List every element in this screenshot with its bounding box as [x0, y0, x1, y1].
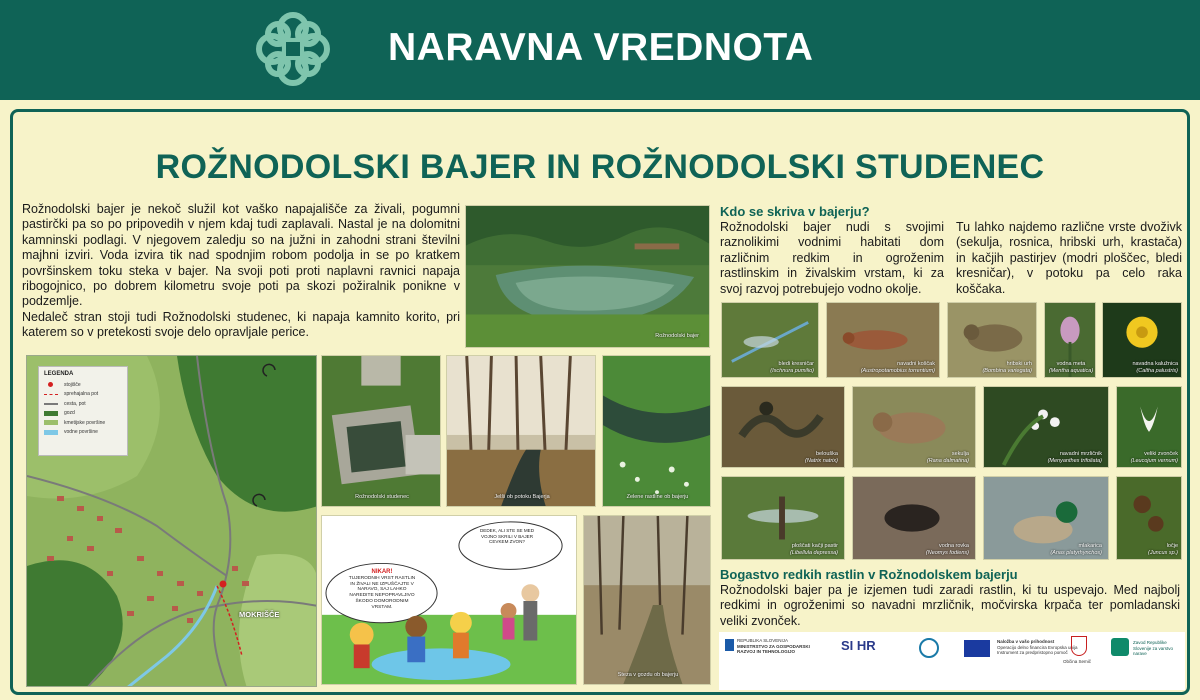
- eu-flag-icon: [964, 640, 990, 657]
- species-photo: [947, 302, 1037, 378]
- map-place-label: MOKRIŠČE: [239, 610, 280, 619]
- legend-title: LEGENDA: [44, 371, 74, 377]
- comic-illustration: [321, 515, 577, 685]
- sponsor-logos: [719, 632, 1185, 690]
- species-photo: [826, 302, 940, 378]
- species-caption: vodna meta (Mentha aquatica): [1048, 361, 1094, 374]
- legend-item: sprehajalna pot: [44, 390, 122, 400]
- info-panel: [10, 109, 1190, 695]
- species-photo: [721, 302, 819, 378]
- species-photo: [983, 476, 1109, 560]
- map-legend: [38, 366, 128, 456]
- species-caption: vodna rovka (Neomys fodiens): [925, 543, 969, 556]
- species-photo: [721, 476, 845, 560]
- section2-text: Rožnodolski bajer pa je izjemen tudi zaradi rastlin, ki tu uspevajo. Med najbolj redkimi in ogroženimi so navadni mrzličnik, močvirska krpača ter pomladanski veliki zvonček.: [720, 583, 1180, 628]
- legend-item: gozd: [44, 409, 122, 419]
- species-caption: ločje (Juncus sp.): [1148, 543, 1178, 556]
- species-photo: [852, 386, 976, 468]
- species-photo: [1102, 302, 1182, 378]
- location-map: [26, 355, 317, 687]
- pond-photo-caption: Rožnodolski bajer: [655, 332, 699, 339]
- green-stream-photo: [602, 355, 711, 507]
- spring-photo-caption: Rožnodolski studenec: [355, 493, 409, 500]
- species-caption: sekulja (Rana dalmatina): [926, 451, 969, 464]
- comic-speech-2: DEDEK, ALI STE SE MED VOJNO SKRILI V BAJER CEVKEM ZVON?: [479, 528, 535, 545]
- nature-institute-logo-text: Zavod Republike Slovenije za varstvo narave: [1133, 640, 1174, 656]
- intro-paragraph-2: Nedaleč stran stoji tudi Rožnodolski studenec, ki napaja kamnito korito, pri katerem so v pretekosti svoje delo opravljale perice.: [22, 309, 460, 340]
- legend-item: cesta, pot: [44, 399, 122, 409]
- species-photo: [983, 386, 1109, 468]
- species-photo: [852, 476, 976, 560]
- species-caption: hribski urh (Bombina variegata): [982, 361, 1032, 374]
- sihr-logo: SI HR: [841, 638, 876, 653]
- comic-speech-1: NIKAR! TUJERODNIH VRST RASTLIN IN ŽIVALI NE IZPUŠČAJTE V NARAVO, SAJ LAHKO NAREDITE NEPOPRAVLJIVO ŠKODO DOMORODNIM VRSTAM.: [348, 569, 416, 610]
- species-caption: ploščati kačji pastir (Libellula depressa): [790, 543, 838, 556]
- municipality-crest-icon: [1071, 636, 1087, 656]
- pond-photo: [465, 205, 710, 348]
- slovenia-crest-icon: [725, 639, 734, 651]
- section1-col2: Tu lahko najdemo različne vrste dvoživk (sekulja, rosnica, hribski urh, krastača) in kačjih pastirjev (modri ploščec, bledi kresničar), v potoku pa celo raka koščaka.: [956, 220, 1182, 296]
- species-caption: navadni mrzličnik (Menyanthes trifoliata): [1047, 451, 1102, 464]
- species-photo: [1116, 386, 1182, 468]
- nature-institute-logo-icon: [1111, 638, 1129, 656]
- species-photo: [1044, 302, 1096, 378]
- species-caption: mlakarica (Anas platyrhynchos): [1050, 543, 1102, 556]
- section2-heading: Bogastvo redkih rastlin v Rožnodolskem bajerju: [720, 567, 1018, 582]
- stream-trees-caption: Jelši ob potoku Bajerja: [494, 493, 550, 500]
- spring-photo: [321, 355, 441, 507]
- municipality-logo-text: Občina Semič: [1063, 659, 1092, 664]
- eu-logo-text: Naložba v vašo prihodnost Operacijo delno financira Evropska unija Instrument za predpristopno pomoč: [997, 639, 1078, 655]
- board-title: ROŽNODOLSKI BAJER IN ROŽNODOLSKI STUDENEC: [155, 148, 1045, 186]
- species-caption: navadna kalužnica (Caltha palustris): [1132, 361, 1178, 374]
- header-title: NARAVNA VREDNOTA: [388, 26, 814, 69]
- species-photo: [1116, 476, 1182, 560]
- green-stream-caption: Zelene rastline ob bajerju: [626, 493, 689, 500]
- knot-flower-logo-icon: [256, 10, 330, 88]
- intro-paragraph-1: Rožnodolski bajer je nekoč služil kot vaško napajališče za živali, pogumni pastirčki pa so po pripovedih v njem kdaj tudi zaplavali. Nastal je na dolomitni kamninski podlagi. V njegovem zaledju so na južni in zahodni strani številni majhni izviri. Voda izvira tik nad spodnjim robom podolja in se po kratkem površinskem toku steka v bajer. Na svoji poti proti naplavni ravnici napaja ribogojnico, po dobrem kilometru svoje poti pa skozi požiralnik ponikne v podzemlje.: [22, 202, 460, 309]
- legend-item: kmetijske površine: [44, 418, 122, 428]
- species-photo: [721, 386, 845, 468]
- dragonfly-logo-icon: [919, 638, 939, 658]
- ministry-logo-text: REPUBLIKA SLOVENIJA MINISTRSTVO ZA GOSPODARSKI RAZVOJ IN TEHNOLOGIJO: [737, 638, 810, 654]
- species-caption: navadni koščak (Austropotamobius torrentium): [860, 361, 935, 374]
- species-caption: veliki zvonček (Leucojum vernum): [1130, 451, 1178, 464]
- stream-trees-photo: [446, 355, 596, 507]
- forest-path-caption: Steza v gozdu ob bajerju: [617, 671, 679, 678]
- header-bar: [0, 0, 1200, 100]
- intro-text: [22, 202, 460, 341]
- species-caption: bledi kresničar (Ischnura pumilio): [770, 361, 814, 374]
- forest-path-photo: [583, 515, 711, 685]
- legend-item: vodne površine: [44, 428, 122, 438]
- species-caption: belouška (Natrix natrix): [804, 451, 838, 464]
- section1-heading: Kdo se skriva v bajerju?: [720, 204, 870, 219]
- legend-item: stojišče: [44, 380, 122, 390]
- section1-col1: Rožnodolski bajer nudi s svojimi raznolikimi vodnimi habitati dom različnim redkim in ogroženim rastlinskim in živalskim vrstam, ki za svoj razvoj potrebujejo vodno okolje.: [720, 220, 944, 296]
